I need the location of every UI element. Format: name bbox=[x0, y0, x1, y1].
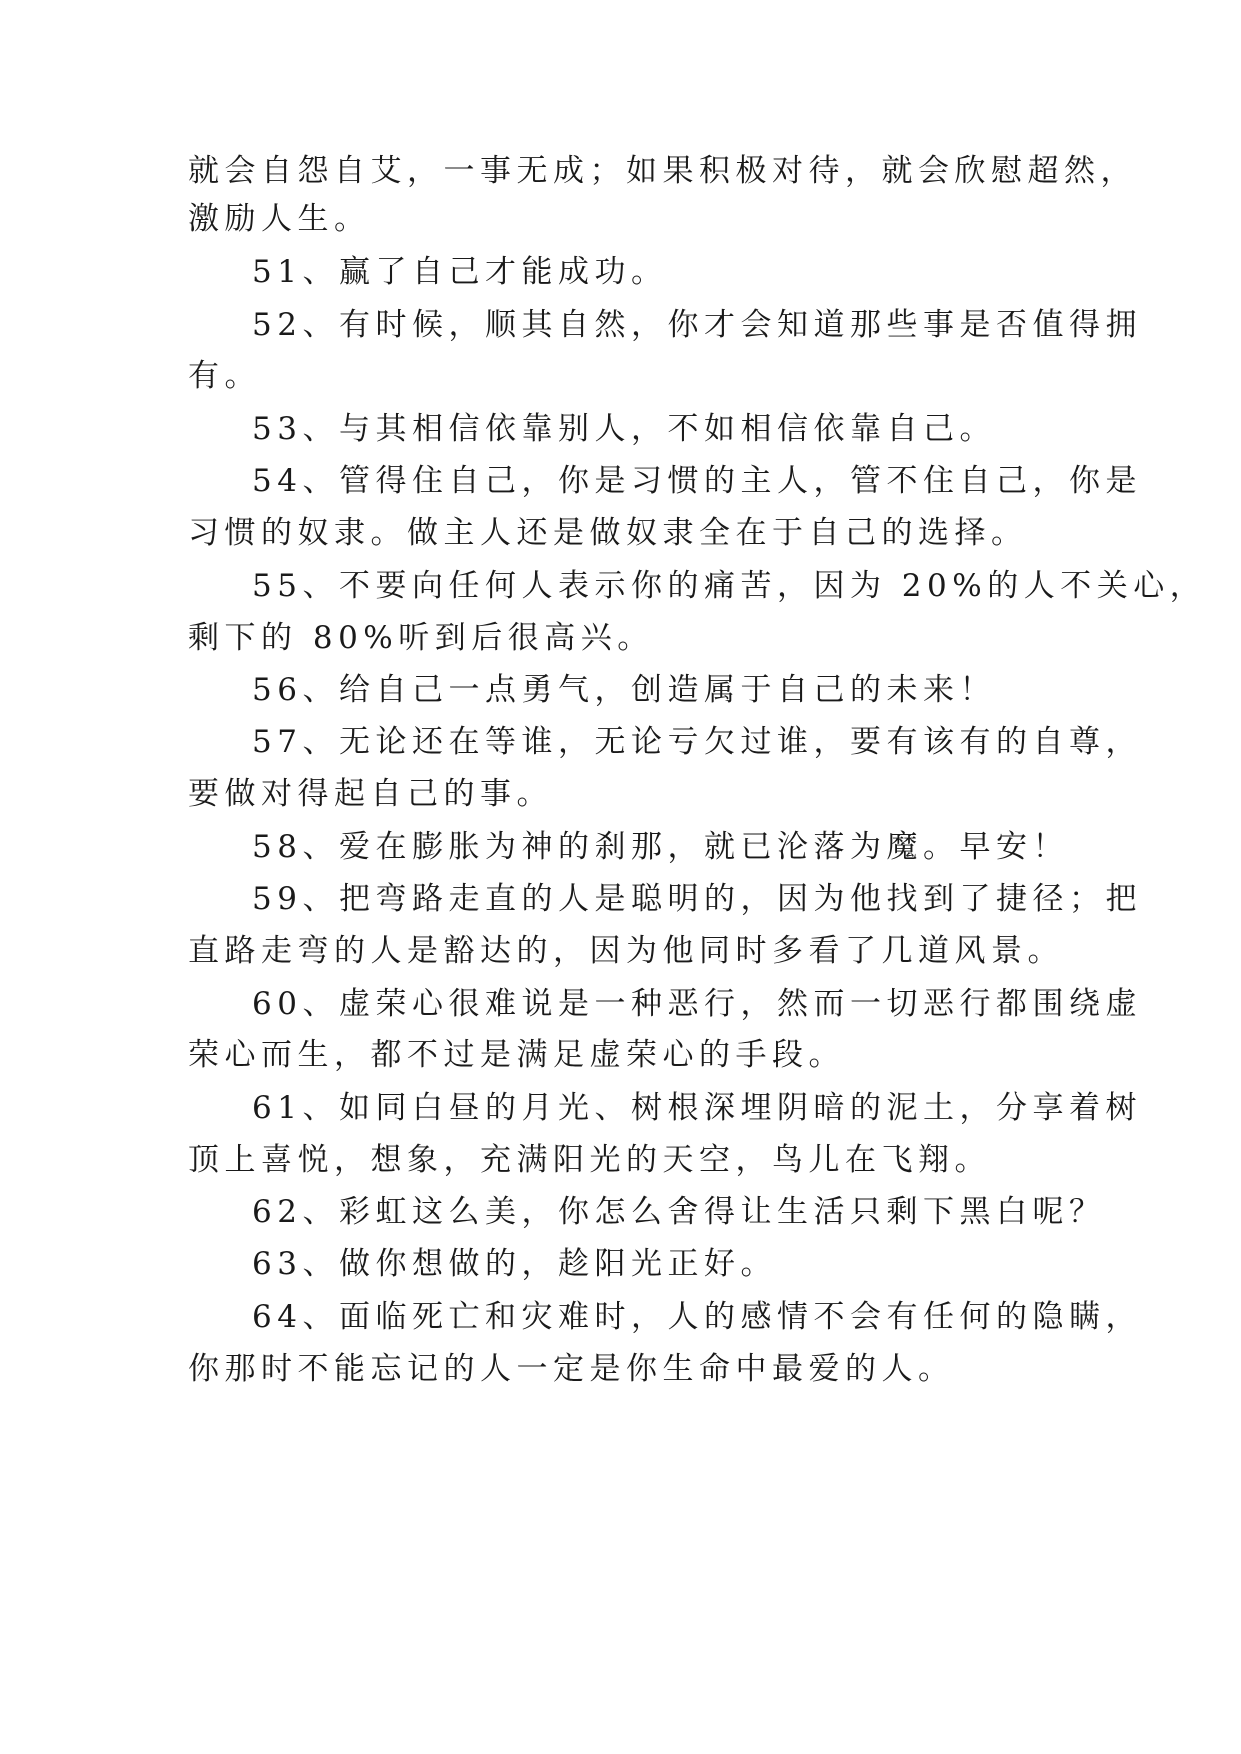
quote-54: 54、管得住自己，你是习惯的主人，管不住自己，你是 bbox=[252, 463, 1142, 499]
quote-62: 62、彩虹这么美，你怎么舍得让生活只剩下黑白呢？ bbox=[252, 1194, 1106, 1230]
text-line: 你那时不能忘记的人一定是你生命中最爱的人。 bbox=[188, 1351, 955, 1387]
quote-51: 51、赢了自己才能成功。 bbox=[252, 254, 668, 290]
quote-63: 63、做你想做的，趁阳光正好。 bbox=[252, 1246, 777, 1282]
quote-57: 57、无论还在等谁，无论亏欠过谁，要有该有的自尊， bbox=[252, 724, 1142, 760]
quote-58: 58、爱在膨胀为神的刹那，就已沦落为魔。早安！ bbox=[252, 829, 1069, 865]
text-line: 习惯的奴隶。做主人还是做奴隶全在于自己的选择。 bbox=[188, 515, 1028, 551]
text-line: 荣心而生，都不过是满足虚荣心的手段。 bbox=[188, 1037, 845, 1073]
quote-64: 64、面临死亡和灾难时，人的感情不会有任何的隐瞒， bbox=[252, 1299, 1142, 1335]
text-line: 要做对得起自己的事。 bbox=[188, 776, 553, 812]
text-line: 直路走弯的人是豁达的，因为他同时多看了几道风景。 bbox=[188, 933, 1064, 969]
quote-59: 59、把弯路走直的人是聪明的，因为他找到了捷径；把 bbox=[252, 881, 1142, 917]
text-line: 剩下的 80%听到后很高兴。 bbox=[188, 620, 654, 656]
text-line: 顶上喜悦，想象，充满阳光的天空，鸟儿在飞翔。 bbox=[188, 1142, 991, 1178]
text-line: 就会自怨自艾，一事无成；如果积极对待，就会欣慰超然， bbox=[188, 153, 1137, 189]
quote-53: 53、与其相信依靠别人，不如相信依靠自己。 bbox=[252, 411, 996, 447]
quote-56: 56、给自己一点勇气，创造属于自己的未来！ bbox=[252, 672, 996, 708]
text-line: 有。 bbox=[188, 358, 261, 394]
quote-52: 52、有时候，顺其自然，你才会知道那些事是否值得拥 bbox=[252, 307, 1142, 343]
text-line: 激励人生。 bbox=[188, 201, 371, 237]
quote-61: 61、如同白昼的月光、树根深埋阴暗的泥土，分享着树 bbox=[252, 1090, 1142, 1126]
quote-55: 55、不要向任何人表示你的痛苦，因为 20%的人不关心， bbox=[252, 568, 1207, 604]
quote-60: 60、虚荣心很难说是一种恶行，然而一切恶行都围绕虚 bbox=[252, 986, 1142, 1022]
